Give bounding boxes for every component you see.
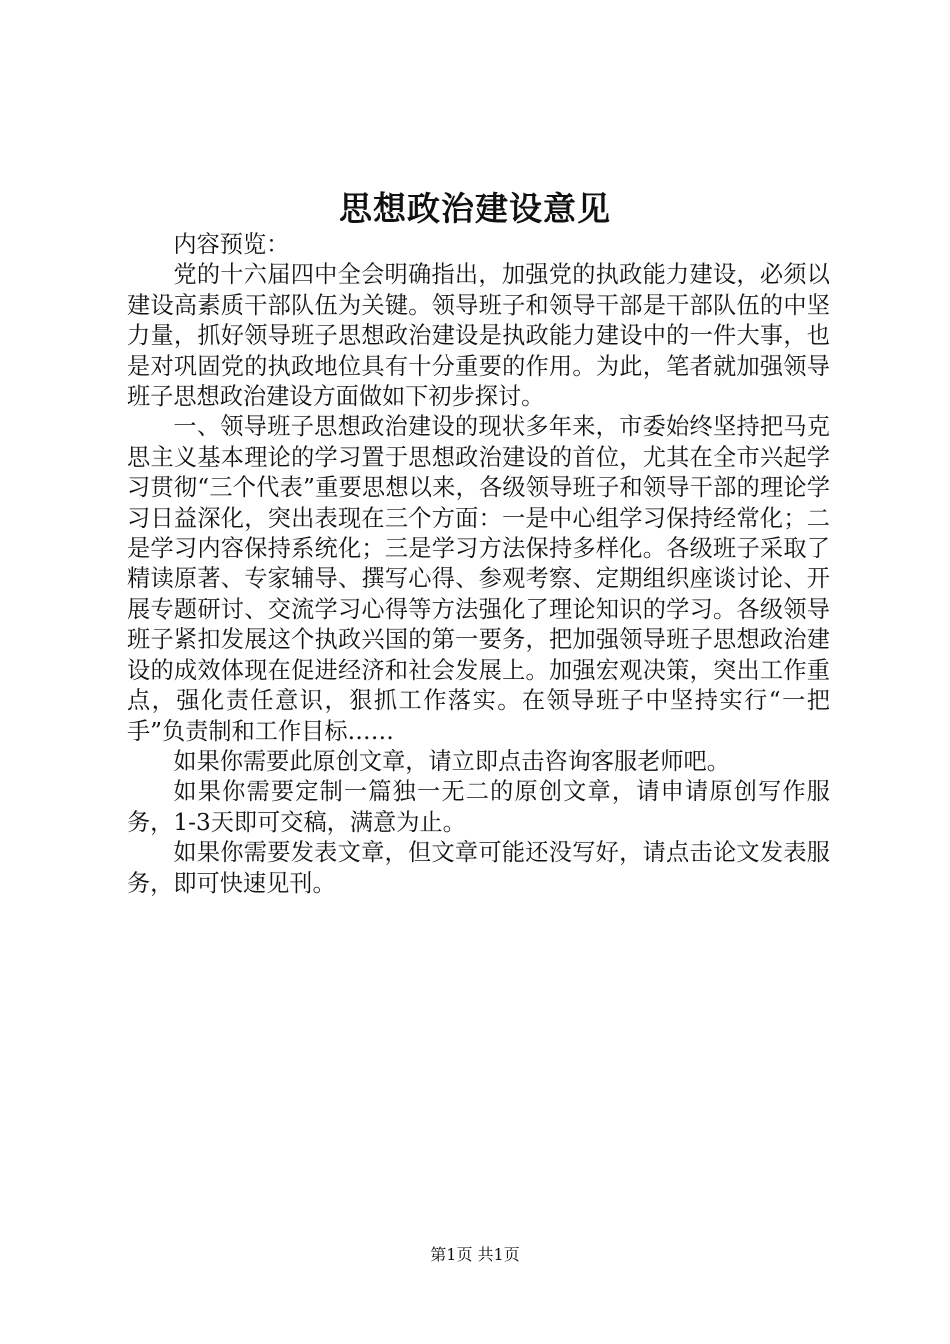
preview-label: 内容预览： <box>173 231 290 258</box>
paragraph-publishing: 如果你需要发表文章，但文章可能还没写好，请点击论文发表服务，即可快速见刊。 <box>127 839 830 897</box>
page-number: 第1页 共1页 <box>430 1245 520 1264</box>
paragraph-custom-writing: 如果你需要定制一篇独一无二的原创文章，请申请原创写作服务，1-3天即可交稿，满意为止。 <box>127 778 830 836</box>
document-title: 思想政治建设意见 <box>339 189 611 228</box>
paragraph-consult: 如果你需要此原创文章，请立即点击咨询客服老师吧。 <box>173 747 730 775</box>
document-body <box>127 230 830 899</box>
paragraph-status: 一、领导班子思想政治建设的现状多年来，市委始终坚持把马克思主义基本理论的学习置于思想政治建设的首位，尤其在全市兴起学习贯彻“三个代表”重要思想以来，各级领导班子和领导干部的理论学习日益深化，突出表现在三个方面：一是中心组学习保持经常化；二是学习内容保持系统化；三是学习方法保持多样化。各级班子采取了精读原著、专家辅导、撰写心得、参观考察、定期组织座谈讨论、开展专题研讨、交流学习心得等方法强化了理论知识的学习。各级领导班子紧扣发展这个执政兴国的第一要务，把加强领导班子思想政治建设的成效体现在促进经济和社会发展上。加强宏观决策，突出工作重点，强化责任意识，狠抓工作落实。在领导班子中坚持实行“一把手”负责制和工作目标…… <box>127 413 830 745</box>
paragraph-intro: 党的十六届四中全会明确指出，加强党的执政能力建设，必须以建设高素质干部队伍为关键。领导班子和领导干部是干部队伍的中坚力量，抓好领导班子思想政治建设是执政能力建设中的一件大事，也是对巩固党的执政地位具有十分重要的作用。为此，笔者就加强领导班子思想政治建设方面做如下初步探讨。 <box>127 261 830 411</box>
